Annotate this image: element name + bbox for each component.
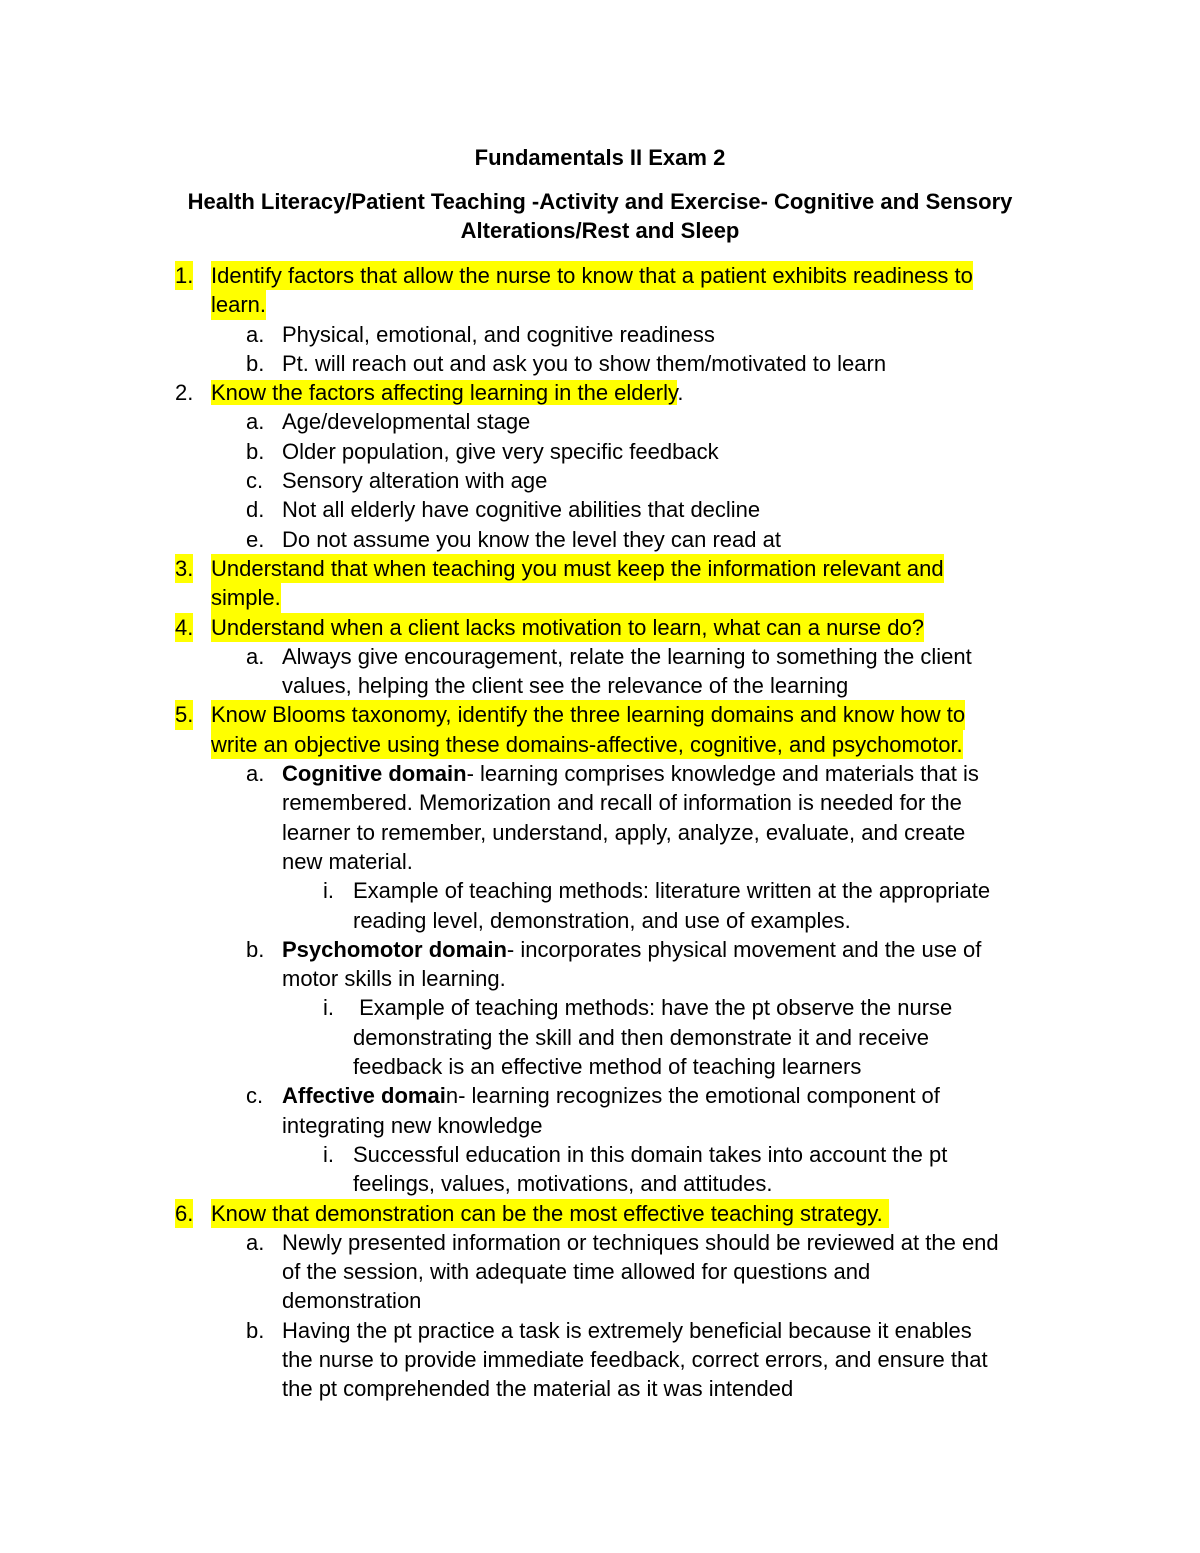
sub-text: Age/developmental stage [282, 409, 531, 435]
item-text: Know that demonstration can be the most effective teaching strategy. [211, 1199, 889, 1228]
item-text: Understand that when teaching you must keep the information relevant and [211, 554, 944, 583]
list-item-1 [0, 261, 1200, 290]
subsub-text: Example of teaching methods: literature written at the appropriate [353, 878, 991, 904]
sub-marker: a. [246, 321, 265, 347]
list-item-5 [0, 700, 1200, 729]
subsub-text: demonstrating the skill and then demonstrate it and receive [353, 1024, 929, 1050]
sub-item [0, 1228, 1200, 1257]
sub-marker: e. [246, 526, 265, 552]
sub-text: the pt comprehended the material as it was intended [282, 1376, 794, 1402]
sub-item-psychomotor [0, 935, 1200, 964]
sub-text: demonstration [282, 1288, 422, 1314]
subsub-marker: i. [323, 1141, 334, 1167]
sub-item [0, 407, 1200, 436]
sub-item-affective [0, 1081, 1200, 1110]
sub-marker: d. [246, 497, 265, 523]
sub-text: Pt. will reach out and ask you to show them/motivated to learn [282, 350, 887, 376]
sub-item [0, 320, 1200, 349]
item-text: Know the factors affecting learning in the elderly [211, 380, 678, 406]
domain-name: Cognitive domain [282, 761, 467, 787]
item-marker: 4. [175, 613, 193, 642]
sub-text: Do not assume you know the level they can read at [282, 526, 781, 552]
sub-text: integrating new knowledge [282, 1112, 543, 1138]
subsub-text: reading level, demonstration, and use of examples. [353, 907, 851, 933]
subsub-item [0, 993, 1200, 1022]
sub-item [0, 642, 1200, 671]
sub-text: values, helping the client see the relevance of the learning [282, 673, 849, 699]
document-title: Fundamentals II Exam 2 [474, 145, 726, 170]
item-marker: 6. [175, 1199, 193, 1228]
item-marker: 1. [175, 261, 193, 290]
sub-text: motor skills in learning. [282, 966, 506, 992]
subsub-item [0, 1140, 1200, 1169]
sub-item [0, 466, 1200, 495]
sub-text: Not all elderly have cognitive abilities that decline [282, 497, 761, 523]
sub-text: remembered. Memorization and recall of information is needed for the [282, 790, 962, 816]
subtitle-line-1: Health Literacy/Patient Teaching -Activity and Exercise- Cognitive and Sensory [187, 189, 1013, 214]
subtitle-line-2: Alterations/Rest and Sleep [460, 218, 740, 243]
subsub-text: Example of teaching methods: have the pt observe the nurse [353, 995, 953, 1021]
sub-text: Older population, give very specific feedback [282, 438, 719, 464]
sub-item [0, 349, 1200, 378]
sub-text: Newly presented information or techniques should be reviewed at the end [282, 1229, 999, 1255]
list-item-4 [0, 613, 1200, 642]
sub-text: Physical, emotional, and cognitive readiness [282, 321, 715, 347]
item-text: Know Blooms taxonomy, identify the three learning domains and know how to [211, 700, 965, 729]
sub-marker: b. [246, 438, 265, 464]
sub-item-cognitive [0, 759, 1200, 788]
sub-marker: a. [246, 1229, 265, 1255]
item-text: Identify factors that allow the nurse to know that a patient exhibits readiness to [211, 261, 973, 290]
subsub-item [0, 876, 1200, 905]
sub-item [0, 525, 1200, 554]
item-text: learn. [211, 290, 266, 319]
item-marker: 3. [175, 554, 193, 583]
sub-text: Sensory alteration with age [282, 468, 548, 494]
subsub-marker: i. [323, 995, 334, 1021]
item-marker: 2. [175, 380, 194, 406]
subsub-text: Successful education in this domain takes into account the pt [353, 1141, 948, 1167]
sub-text: the nurse to provide immediate feedback, correct errors, and ensure that [282, 1346, 988, 1372]
sub-marker: c. [246, 468, 264, 494]
sub-item [0, 1316, 1200, 1345]
sub-text: Always give encouragement, relate the learning to something the client [282, 643, 972, 669]
sub-text: Having the pt practice a task is extremely beneficial because it enables [282, 1317, 972, 1343]
sub-text: - learning comprises knowledge and materials that is [466, 761, 979, 787]
item-marker: 5. [175, 700, 193, 729]
list-item-2 [0, 378, 1200, 407]
sub-text: learner to remember, understand, apply, analyze, evaluate, and create [282, 819, 966, 845]
sub-marker: a. [246, 643, 265, 669]
outline-list [0, 261, 1200, 1404]
list-item-6 [0, 1199, 1200, 1228]
document-subtitle [100, 187, 1100, 245]
sub-text: n- learning recognizes the emotional component of [445, 1083, 940, 1109]
subsub-marker: i. [323, 878, 334, 904]
sub-marker: b. [246, 936, 265, 962]
list-item-3 [0, 554, 1200, 583]
sub-item [0, 495, 1200, 524]
sub-text: new material. [282, 848, 413, 874]
item-text: simple. [211, 583, 281, 612]
sub-text: of the session, with adequate time allowed for questions and [282, 1259, 871, 1285]
item-text-tail: . [677, 380, 684, 406]
sub-item [0, 437, 1200, 466]
item-text: write an objective using these domains-affective, cognitive, and psychomotor. [211, 730, 963, 759]
sub-marker: c. [246, 1083, 264, 1109]
sub-marker: b. [246, 1317, 265, 1343]
sub-marker: a. [246, 409, 265, 435]
domain-name: Affective domai [282, 1083, 446, 1109]
subsub-text: feelings, values, motivations, and attitudes. [353, 1171, 773, 1197]
item-text: Understand when a client lacks motivation to learn, what can a nurse do? [211, 613, 924, 642]
sub-marker: a. [246, 761, 265, 787]
subsub-text: feedback is an effective method of teaching learners [353, 1054, 862, 1080]
sub-text: - incorporates physical movement and the use of [506, 936, 982, 962]
domain-name: Psychomotor domain [282, 936, 507, 962]
sub-marker: b. [246, 350, 265, 376]
